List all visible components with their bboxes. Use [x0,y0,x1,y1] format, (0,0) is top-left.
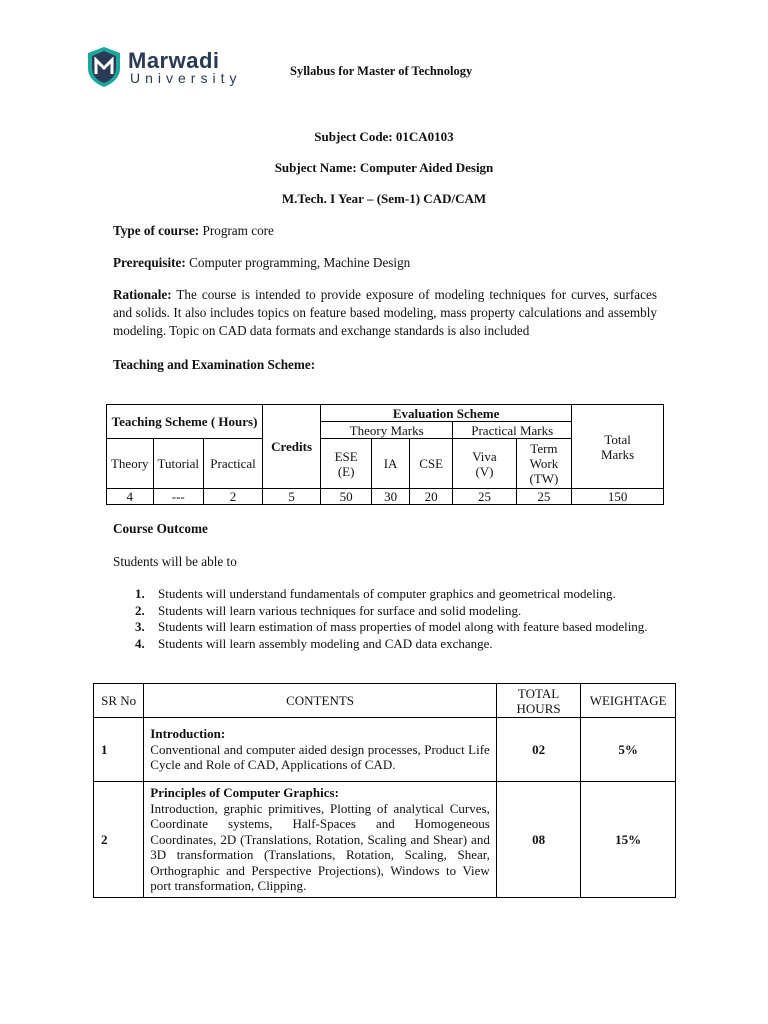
col-theory: Theory [107,439,154,489]
program-line: M.Tech. I Year – (Sem-1) CAD/CAM [281,191,487,206]
row-contents [144,782,497,898]
value-term-work: 25 [516,489,572,505]
col-practical: Practical [204,439,263,489]
list-number: 2. [135,602,145,618]
col-cse: CSE [409,439,452,489]
prereq-label: Prerequisite: [113,255,186,270]
row-body: Introduction, graphic primitives, Plotting of analytical Curves, Coordinate systems, Half-Spaces and Homogeneous Coordinates, 2D (Translations, Rotation, Scaling and Shear) and 3D transformation (Translations, Rotation, Scaling, Shear, Orthographic and Perspective Projections), Windows to View port transformation, Clipping. [150,800,490,893]
list-item [135,586,655,603]
scheme-heading: Teaching and Examination Scheme: [113,357,316,372]
subject-code: Subject Code: 01CA0103 [314,129,454,144]
col-ia: IA [372,439,410,489]
value-total: 150 [572,489,664,505]
row-hours: 08 [496,782,581,898]
list-item [135,636,655,653]
value-theory: 4 [107,489,154,505]
row-hours: 02 [496,718,581,782]
header-weightage: WEIGHTAGE [581,684,676,718]
value-practical: 2 [204,489,263,505]
teaching-scheme-header: Teaching Scheme ( Hours) [107,405,263,439]
evaluation-header: Evaluation Scheme [321,405,572,422]
row-sr: 1 [94,718,144,782]
table-row [94,718,676,782]
list-number: 1. [135,586,145,601]
value-ia: 30 [372,489,410,505]
list-text: Students will learn various techniques for surface and solid modeling. [158,602,522,618]
contents-table [93,683,676,898]
row-body: Conventional and computer aided design processes, Product Life Cycle and Role of CAD, Applications of CAD. [150,741,490,773]
page-header-title: Syllabus for Master of Technology [290,64,473,78]
list-item [135,603,655,620]
row-title: Principles of Computer Graphics: [150,785,339,800]
subject-name: Subject Name: Computer Aided Design [274,160,494,175]
prereq-value: Computer programming, Machine Design [185,255,411,270]
row-sr: 2 [94,782,144,898]
type-of-course [113,222,657,240]
header-contents: CONTENTS [144,684,497,718]
value-cse: 20 [409,489,452,505]
header-sr-no: SR No [94,684,144,718]
list-number: 3. [135,619,145,634]
credits-header: Credits [263,405,321,489]
shield-icon [86,46,122,88]
value-credits: 5 [263,489,321,505]
row-weight: 5% [581,718,676,782]
col-viva: Viva (V) [453,439,516,489]
list-text: Students will learn assembly modeling and CAD data exchange. [158,635,493,651]
list-number: 4. [135,635,145,651]
rationale-value: The course is intended to provide exposure of modeling techniques for curves, surfaces and solids. It also includes topics on feature based modeling, mass property calculations and assembly modeling. Topic on CAD data formats and exchange standards is also included [113,287,657,338]
table-row [94,782,676,898]
value-tutorial: --- [153,489,203,505]
scheme-table [106,404,664,505]
theory-marks-header: Theory Marks [321,422,453,439]
row-contents [144,718,497,782]
col-term-work: Term Work (TW) [516,439,572,489]
value-ese: 50 [321,489,372,505]
outcome-intro: Students will be able to [113,554,237,569]
row-weight: 15% [581,782,676,898]
total-marks-header: Total Marks [572,405,664,489]
type-value: Program core [199,223,274,238]
header-total-hours: TOTAL HOURS [496,684,581,718]
rationale-label: Rationale: [113,287,172,302]
logo-subtitle: University [130,70,242,86]
outcome-heading: Course Outcome [113,521,208,536]
col-tutorial: Tutorial [153,439,203,489]
list-text: Students will learn estimation of mass properties of model along with feature based modeling. [158,619,648,634]
col-ese: ESE (E) [321,439,372,489]
row-title: Introduction: [150,726,226,742]
list-text: Students will understand fundamentals of computer graphics and geometrical modeling. [158,586,616,601]
prerequisite [113,254,657,272]
type-label: Type of course: [113,223,200,238]
university-logo [86,46,246,94]
outcome-list [135,586,655,652]
logo-name: Marwadi [128,48,220,73]
rationale [113,286,657,340]
practical-marks-header: Practical Marks [453,422,572,439]
list-item [135,619,655,636]
value-viva: 25 [453,489,516,505]
